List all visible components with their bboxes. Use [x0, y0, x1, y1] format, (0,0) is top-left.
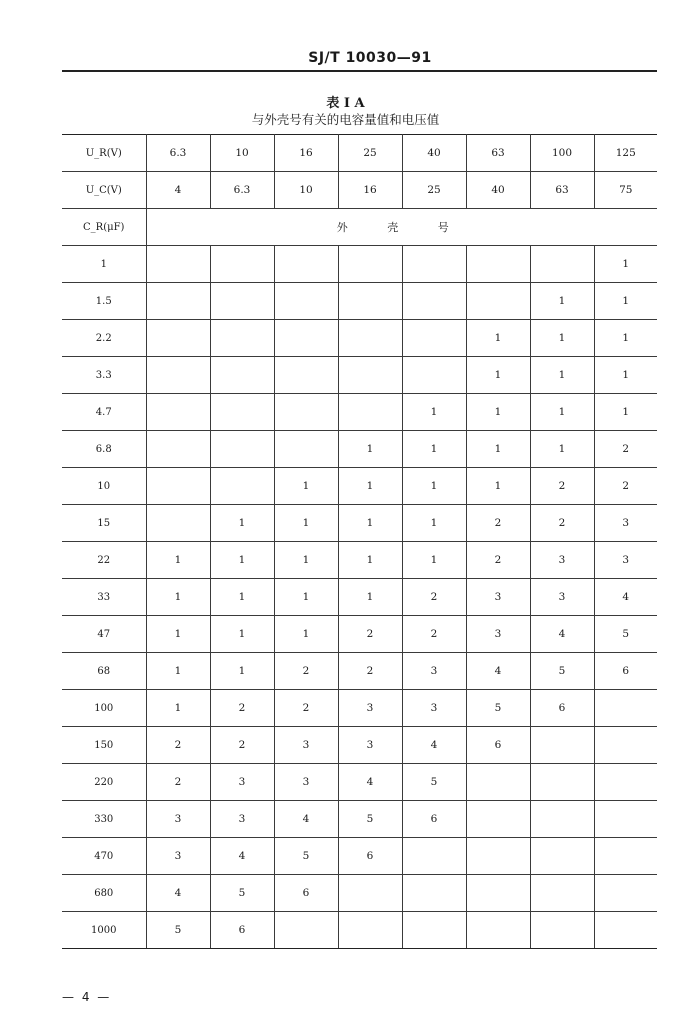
case-number-cell: 3 — [338, 690, 402, 727]
case-number-cell — [530, 727, 594, 764]
case-number-cell: 6 — [594, 653, 657, 690]
case-number-cell: 2 — [210, 690, 274, 727]
case-number-cell: 1 — [466, 357, 530, 394]
case-number-cell: 2 — [402, 616, 466, 653]
case-number-cell: 5 — [466, 690, 530, 727]
case-number-cell — [338, 246, 402, 283]
table-row — [62, 801, 657, 838]
table-row — [62, 764, 657, 801]
capacitance-table — [62, 134, 657, 949]
case-number-cell — [146, 320, 210, 357]
case-number-cell: 5 — [402, 764, 466, 801]
case-number-cell — [594, 912, 657, 949]
case-number-cell: 1 — [210, 653, 274, 690]
table-row — [62, 468, 657, 505]
case-number-cell: 6 — [466, 727, 530, 764]
case-number-cell: 3 — [466, 579, 530, 616]
capacitance-value: 680 — [62, 875, 146, 912]
case-number-cell: 1 — [594, 357, 657, 394]
table-subtitle: 与外壳号有关的电容量值和电压值 — [251, 112, 440, 127]
capacitance-value: 150 — [62, 727, 146, 764]
case-number-cell — [210, 394, 274, 431]
header-label: U_R(V) — [62, 135, 146, 172]
case-number-cell: 1 — [594, 246, 657, 283]
case-number-cell: 3 — [338, 727, 402, 764]
case-number-cell: 1 — [594, 283, 657, 320]
case-number-cell — [146, 283, 210, 320]
case-number-cell — [530, 801, 594, 838]
case-number-cell — [466, 246, 530, 283]
case-number-cell — [466, 875, 530, 912]
capacitance-value: 4.7 — [62, 394, 146, 431]
case-number-cell: 1 — [274, 505, 338, 542]
table-caption: 表 I A — [326, 96, 365, 111]
case-number-cell: 4 — [210, 838, 274, 875]
case-number-cell: 6 — [402, 801, 466, 838]
case-number-cell: 1 — [466, 394, 530, 431]
case-number-cell — [146, 246, 210, 283]
case-number-cell: 1 — [274, 542, 338, 579]
case-number-cell: 6 — [274, 875, 338, 912]
case-number-cell: 1 — [338, 542, 402, 579]
case-number-cell: 2 — [274, 690, 338, 727]
case-number-cell — [594, 875, 657, 912]
capacitance-value: 1.5 — [62, 283, 146, 320]
case-number-cell — [530, 764, 594, 801]
case-number-cell — [466, 912, 530, 949]
capacitance-value: 220 — [62, 764, 146, 801]
voltage-cell: 25 — [402, 172, 466, 209]
case-number-cell: 3 — [146, 801, 210, 838]
case-number-cell — [274, 431, 338, 468]
case-number-cell — [274, 357, 338, 394]
case-number-cell: 1 — [402, 394, 466, 431]
table-row — [62, 875, 657, 912]
case-number-cell: 3 — [594, 505, 657, 542]
case-number-cell — [210, 468, 274, 505]
voltage-cell: 16 — [274, 135, 338, 172]
capacitance-value: 470 — [62, 838, 146, 875]
case-number-cell: 1 — [274, 468, 338, 505]
capacitance-value: 47 — [62, 616, 146, 653]
voltage-cell: 10 — [210, 135, 274, 172]
voltage-cell: 75 — [594, 172, 657, 209]
case-number-cell: 3 — [402, 653, 466, 690]
case-number-row — [62, 209, 657, 246]
case-number-cell: 4 — [594, 579, 657, 616]
case-number-cell: 5 — [210, 875, 274, 912]
capacitance-value: 6.8 — [62, 431, 146, 468]
voltage-cell: 63 — [466, 135, 530, 172]
case-number-cell — [338, 875, 402, 912]
capacitance-value: 33 — [62, 579, 146, 616]
case-number-cell — [530, 246, 594, 283]
case-number-cell: 4 — [530, 616, 594, 653]
case-number-cell — [530, 838, 594, 875]
capacitance-value: 10 — [62, 468, 146, 505]
case-number-cell: 3 — [274, 727, 338, 764]
capacitance-value: 3.3 — [62, 357, 146, 394]
case-number-cell — [466, 801, 530, 838]
case-number-cell: 6 — [210, 912, 274, 949]
case-number-cell: 1 — [530, 357, 594, 394]
case-number-cell: 4 — [146, 875, 210, 912]
case-number-cell: 4 — [338, 764, 402, 801]
case-number-cell — [530, 912, 594, 949]
case-number-cell: 1 — [274, 579, 338, 616]
case-number-cell: 5 — [146, 912, 210, 949]
case-number-cell: 3 — [146, 838, 210, 875]
case-number-cell — [402, 283, 466, 320]
voltage-cell: 125 — [594, 135, 657, 172]
case-number-cell — [338, 357, 402, 394]
case-number-cell: 1 — [466, 431, 530, 468]
case-number-cell: 1 — [338, 431, 402, 468]
case-number-heading: 外 壳 号 — [146, 209, 657, 246]
case-number-cell: 1 — [146, 542, 210, 579]
case-number-cell: 1 — [338, 468, 402, 505]
case-number-cell — [210, 283, 274, 320]
case-number-cell: 1 — [466, 320, 530, 357]
case-number-cell — [274, 320, 338, 357]
case-number-cell: 2 — [146, 764, 210, 801]
case-number-cell — [146, 394, 210, 431]
case-number-cell: 4 — [274, 801, 338, 838]
case-number-cell: 1 — [146, 690, 210, 727]
case-number-cell — [338, 912, 402, 949]
case-number-cell: 2 — [274, 653, 338, 690]
table-row — [62, 579, 657, 616]
voltage-cell: 6.3 — [146, 135, 210, 172]
case-number-cell: 4 — [466, 653, 530, 690]
case-number-cell: 1 — [146, 616, 210, 653]
case-number-cell: 3 — [402, 690, 466, 727]
voltage-cell: 4 — [146, 172, 210, 209]
case-number-cell — [146, 431, 210, 468]
table-row — [62, 838, 657, 875]
table-row — [62, 616, 657, 653]
header-label: U_C(V) — [62, 172, 146, 209]
case-number-cell: 1 — [530, 283, 594, 320]
case-number-cell: 2 — [466, 505, 530, 542]
case-number-cell: 1 — [210, 579, 274, 616]
case-number-cell: 2 — [594, 468, 657, 505]
case-number-cell: 3 — [594, 542, 657, 579]
case-number-cell — [338, 394, 402, 431]
voltage-cell: 10 — [274, 172, 338, 209]
case-number-cell: 2 — [146, 727, 210, 764]
voltage-cell: 40 — [466, 172, 530, 209]
case-number-cell: 1 — [530, 431, 594, 468]
case-number-cell — [402, 246, 466, 283]
case-number-cell: 6 — [338, 838, 402, 875]
case-number-cell: 5 — [274, 838, 338, 875]
voltage-cell: 40 — [402, 135, 466, 172]
case-number-cell: 1 — [594, 320, 657, 357]
header-rule — [62, 70, 657, 72]
case-number-cell: 1 — [466, 468, 530, 505]
case-number-cell: 1 — [338, 505, 402, 542]
capacitance-value: 1000 — [62, 912, 146, 949]
case-number-cell: 2 — [594, 431, 657, 468]
case-number-cell: 6 — [530, 690, 594, 727]
case-number-cell — [466, 283, 530, 320]
case-number-cell — [594, 801, 657, 838]
case-number-cell — [210, 246, 274, 283]
case-number-cell — [402, 912, 466, 949]
case-number-cell — [146, 357, 210, 394]
case-number-cell: 1 — [402, 431, 466, 468]
case-number-cell — [274, 912, 338, 949]
page-number: — 4 — — [62, 990, 112, 1004]
case-number-cell: 4 — [402, 727, 466, 764]
case-number-cell: 3 — [530, 542, 594, 579]
table-row — [62, 357, 657, 394]
table-row — [62, 246, 657, 283]
case-number-cell — [402, 320, 466, 357]
case-number-cell — [594, 727, 657, 764]
table-row — [62, 912, 657, 949]
table-row — [62, 542, 657, 579]
capacitance-value: 68 — [62, 653, 146, 690]
case-number-cell: 3 — [530, 579, 594, 616]
case-number-cell — [210, 431, 274, 468]
case-number-cell: 5 — [594, 616, 657, 653]
header-row — [62, 135, 657, 172]
case-number-cell — [274, 283, 338, 320]
voltage-cell: 63 — [530, 172, 594, 209]
case-number-cell: 1 — [402, 468, 466, 505]
voltage-cell: 16 — [338, 172, 402, 209]
case-number-cell: 3 — [274, 764, 338, 801]
case-number-cell: 1 — [146, 653, 210, 690]
table-row — [62, 727, 657, 764]
case-number-cell: 2 — [338, 616, 402, 653]
case-number-cell: 2 — [210, 727, 274, 764]
case-number-cell: 2 — [530, 468, 594, 505]
case-number-cell — [338, 283, 402, 320]
case-number-cell: 1 — [210, 542, 274, 579]
table-row — [62, 320, 657, 357]
case-number-cell: 1 — [530, 320, 594, 357]
case-number-cell — [146, 468, 210, 505]
case-number-cell: 1 — [402, 505, 466, 542]
case-number-cell — [338, 320, 402, 357]
voltage-cell: 25 — [338, 135, 402, 172]
capacitance-label: C_R(μF) — [62, 209, 146, 246]
capacitance-value: 15 — [62, 505, 146, 542]
case-number-cell: 1 — [594, 394, 657, 431]
voltage-cell: 100 — [530, 135, 594, 172]
case-number-cell — [274, 246, 338, 283]
case-number-cell: 1 — [338, 579, 402, 616]
case-number-cell: 3 — [210, 801, 274, 838]
table-row — [62, 394, 657, 431]
capacitance-value: 100 — [62, 690, 146, 727]
case-number-cell — [146, 505, 210, 542]
capacitance-value: 1 — [62, 246, 146, 283]
case-number-cell — [466, 838, 530, 875]
header-row — [62, 172, 657, 209]
case-number-cell — [594, 838, 657, 875]
case-number-cell — [530, 875, 594, 912]
case-number-cell: 1 — [274, 616, 338, 653]
case-number-cell — [402, 875, 466, 912]
case-number-cell — [402, 357, 466, 394]
case-number-cell: 1 — [210, 505, 274, 542]
case-number-cell — [210, 320, 274, 357]
case-number-cell — [594, 690, 657, 727]
table-row — [62, 505, 657, 542]
table-row — [62, 690, 657, 727]
case-number-cell: 1 — [402, 542, 466, 579]
case-number-cell: 1 — [530, 394, 594, 431]
standard-number: SJ/T 10030—91 — [308, 50, 432, 66]
case-number-cell — [274, 394, 338, 431]
case-number-cell — [594, 764, 657, 801]
case-number-cell — [402, 838, 466, 875]
case-number-cell: 2 — [338, 653, 402, 690]
case-number-cell: 1 — [210, 616, 274, 653]
case-number-cell — [210, 357, 274, 394]
table-row — [62, 431, 657, 468]
case-number-cell: 3 — [210, 764, 274, 801]
voltage-cell: 6.3 — [210, 172, 274, 209]
case-number-cell: 2 — [530, 505, 594, 542]
capacitance-value: 2.2 — [62, 320, 146, 357]
table-row — [62, 283, 657, 320]
case-number-cell: 5 — [338, 801, 402, 838]
case-number-cell: 5 — [530, 653, 594, 690]
case-number-cell: 3 — [466, 616, 530, 653]
case-number-cell — [466, 764, 530, 801]
case-number-cell: 1 — [146, 579, 210, 616]
table-row — [62, 653, 657, 690]
case-number-cell: 2 — [466, 542, 530, 579]
case-number-cell: 2 — [402, 579, 466, 616]
capacitance-value: 330 — [62, 801, 146, 838]
capacitance-value: 22 — [62, 542, 146, 579]
